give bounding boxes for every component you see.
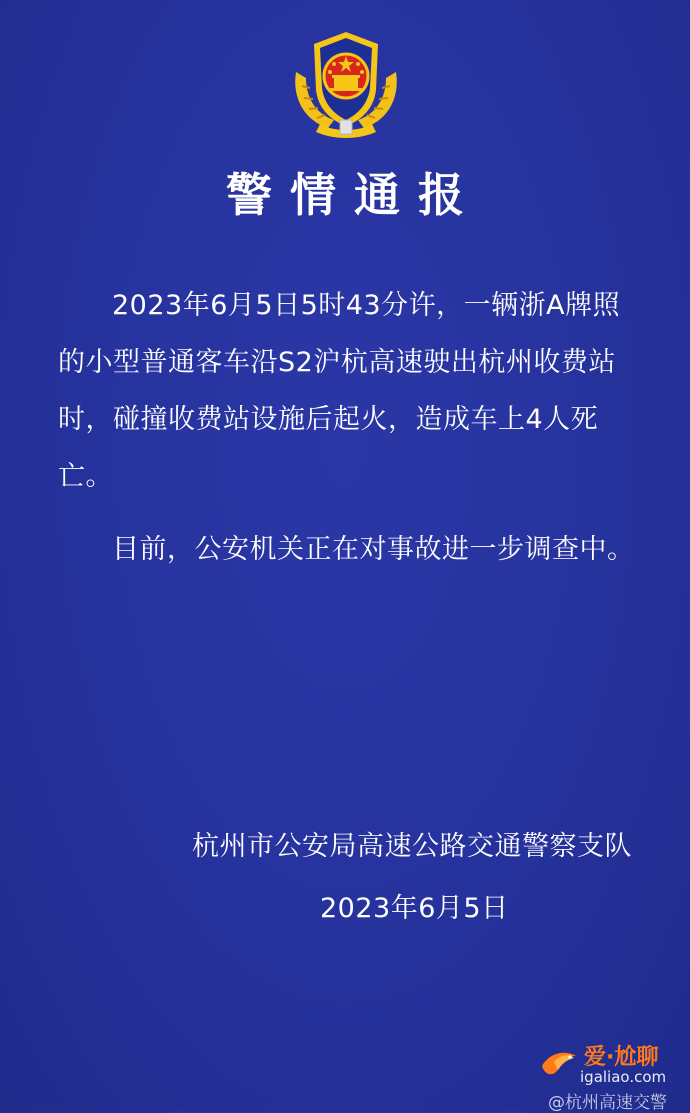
site-watermark [540, 1040, 680, 1088]
notice-paragraph-investigation: 目前，公安机关正在对事故进一步调查中。 [112, 534, 635, 565]
issuer-signature: 杭州市公安局高速公路交通警察支队 [192, 831, 632, 862]
notice-title: 警情通报 [226, 168, 482, 222]
bird-logo-icon [540, 1046, 578, 1080]
notice-date: 2023年6月5日 [320, 893, 509, 924]
watermark-site-domain: igaliao.com [580, 1068, 667, 1086]
notice-paragraph-incident: 2023年6月5日5时43分许，一辆浙A牌照的小型普通客车沿S2沪杭高速驶出杭州收费站时，碰撞收费站设施后起火，造成车上4人死亡。 [58, 290, 621, 492]
police-emblem-icon [290, 28, 402, 140]
watermark-account: @杭州高速交警 [548, 1093, 667, 1113]
watermark-site-name: 爱·尬聊 [584, 1045, 659, 1070]
